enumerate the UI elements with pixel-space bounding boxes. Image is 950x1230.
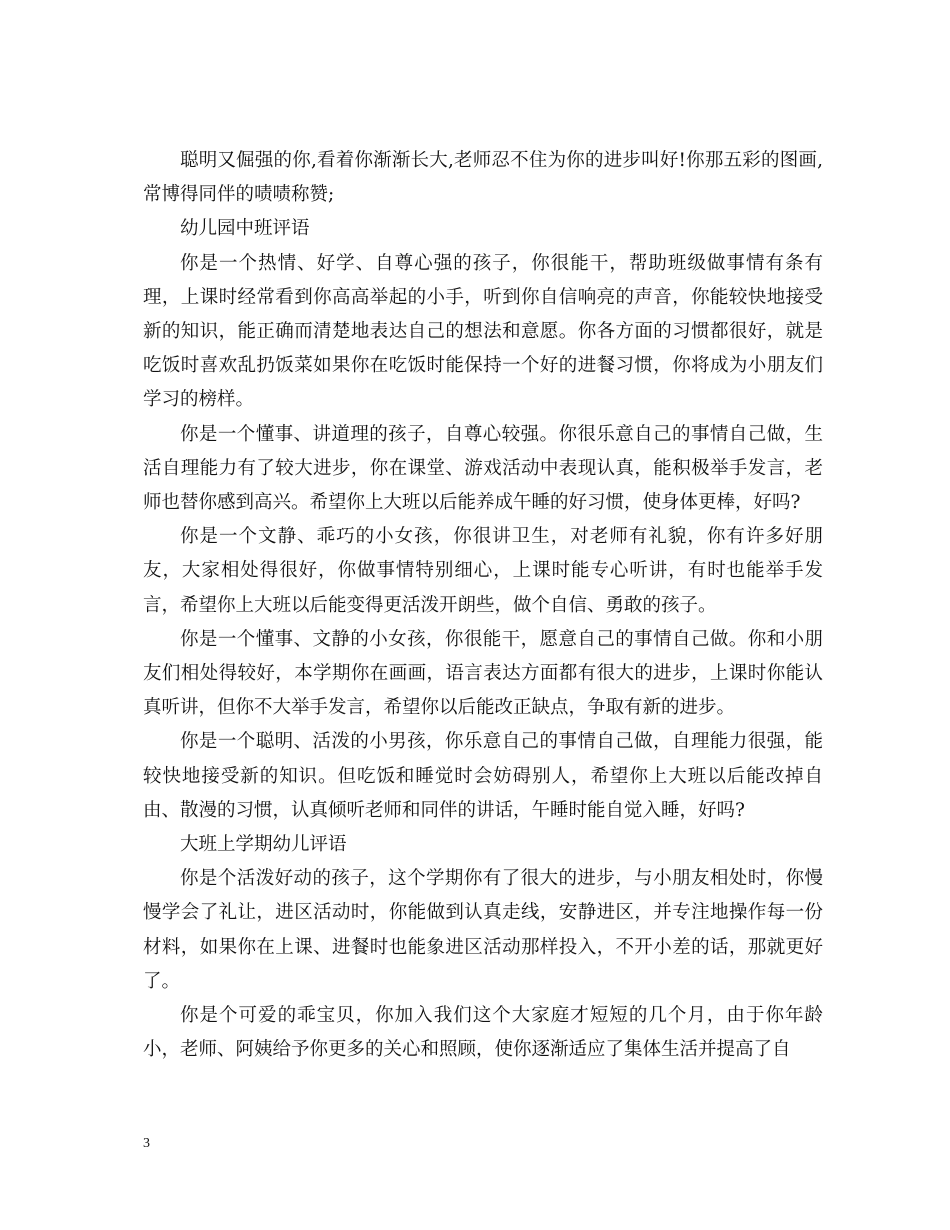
paragraph: 你是一个热情、好学、自尊心强的孩子，你很能干，帮助班级做事情有条有理，上课时经常看到你高高举起的小手，听到你自信响亮的声音，你能较快地接受新的知识，能正确而清楚地表达自己的想法和意愿。你各方面的习惯都很好，就是吃饭时喜欢乱扔饭菜如果你在吃饭时能保持一个好的进餐习惯，你将成为小朋友们学习的榜样。 [143, 252, 823, 411]
paragraph: 你是一个懂事、讲道理的孩子，自尊心较强。你很乐意自己的事情自己做，生活自理能力有了较大进步，你在课堂、游戏活动中表现认真，能积极举手发言，老师也替你感到高兴。希望你上大班以后能养成午睡的好习惯，使身体更棒，好吗? [143, 423, 823, 514]
paragraph: 你是一个懂事、文静的小女孩，你很能干，愿意自己的事情自己做。你和小朋友们相处得较好，本学期你在画画，语言表达方面都有很大的进步，上课时你能认真听讲，但你不大举手发言，希望你以后能改正缺点，争取有新的进步。 [143, 628, 823, 719]
section-heading: 大班上学期幼儿评语 [180, 834, 347, 856]
document-body [143, 144, 823, 1067]
paragraph: 你是一个聪明、活泼的小男孩，你乐意自己的事情自己做，自理能力很强，能较快地接受新的知识。但吃饭和睡觉时会妨碍别人，希望你上大班以后能改掉自由、散漫的习惯，认真倾听老师和同伴的讲话，午睡时能自觉入睡，好吗? [143, 731, 823, 821]
paragraph: 聪明又倔强的你,看着你渐渐长大,老师忍不住为你的进步叫好!你那五彩的图画,常博得同伴的啧啧称赞; [143, 150, 823, 206]
page-number: 3 [143, 1136, 150, 1151]
paragraph: 你是一个文静、乖巧的小女孩，你很讲卫生，对老师有礼貌，你有许多好朋友，大家相处得很好，你做事情特别细心，上课时能专心听讲，有时也能举手发言，希望你上大班以后能变得更活泼开朗些，做个自信、勇敢的孩子。 [143, 526, 823, 616]
section-heading: 幼儿园中班评语 [180, 218, 310, 240]
paragraph: 你是个可爱的乖宝贝，你加入我们这个大家庭才短短的几个月，由于你年龄小，老师、阿姨给予你更多的关心和照顾，使你逐渐适应了集体生活并提高了自 [143, 1005, 823, 1061]
paragraph: 你是个活泼好动的孩子，这个学期你有了很大的进步，与小朋友相处时，你慢慢学会了礼让，进区活动时，你能做到认真走线，安静进区，并专注地操作每一份材料，如果你在上课、进餐时也能象进区活动那样投入，不开小差的话，那就更好了。 [143, 868, 823, 992]
